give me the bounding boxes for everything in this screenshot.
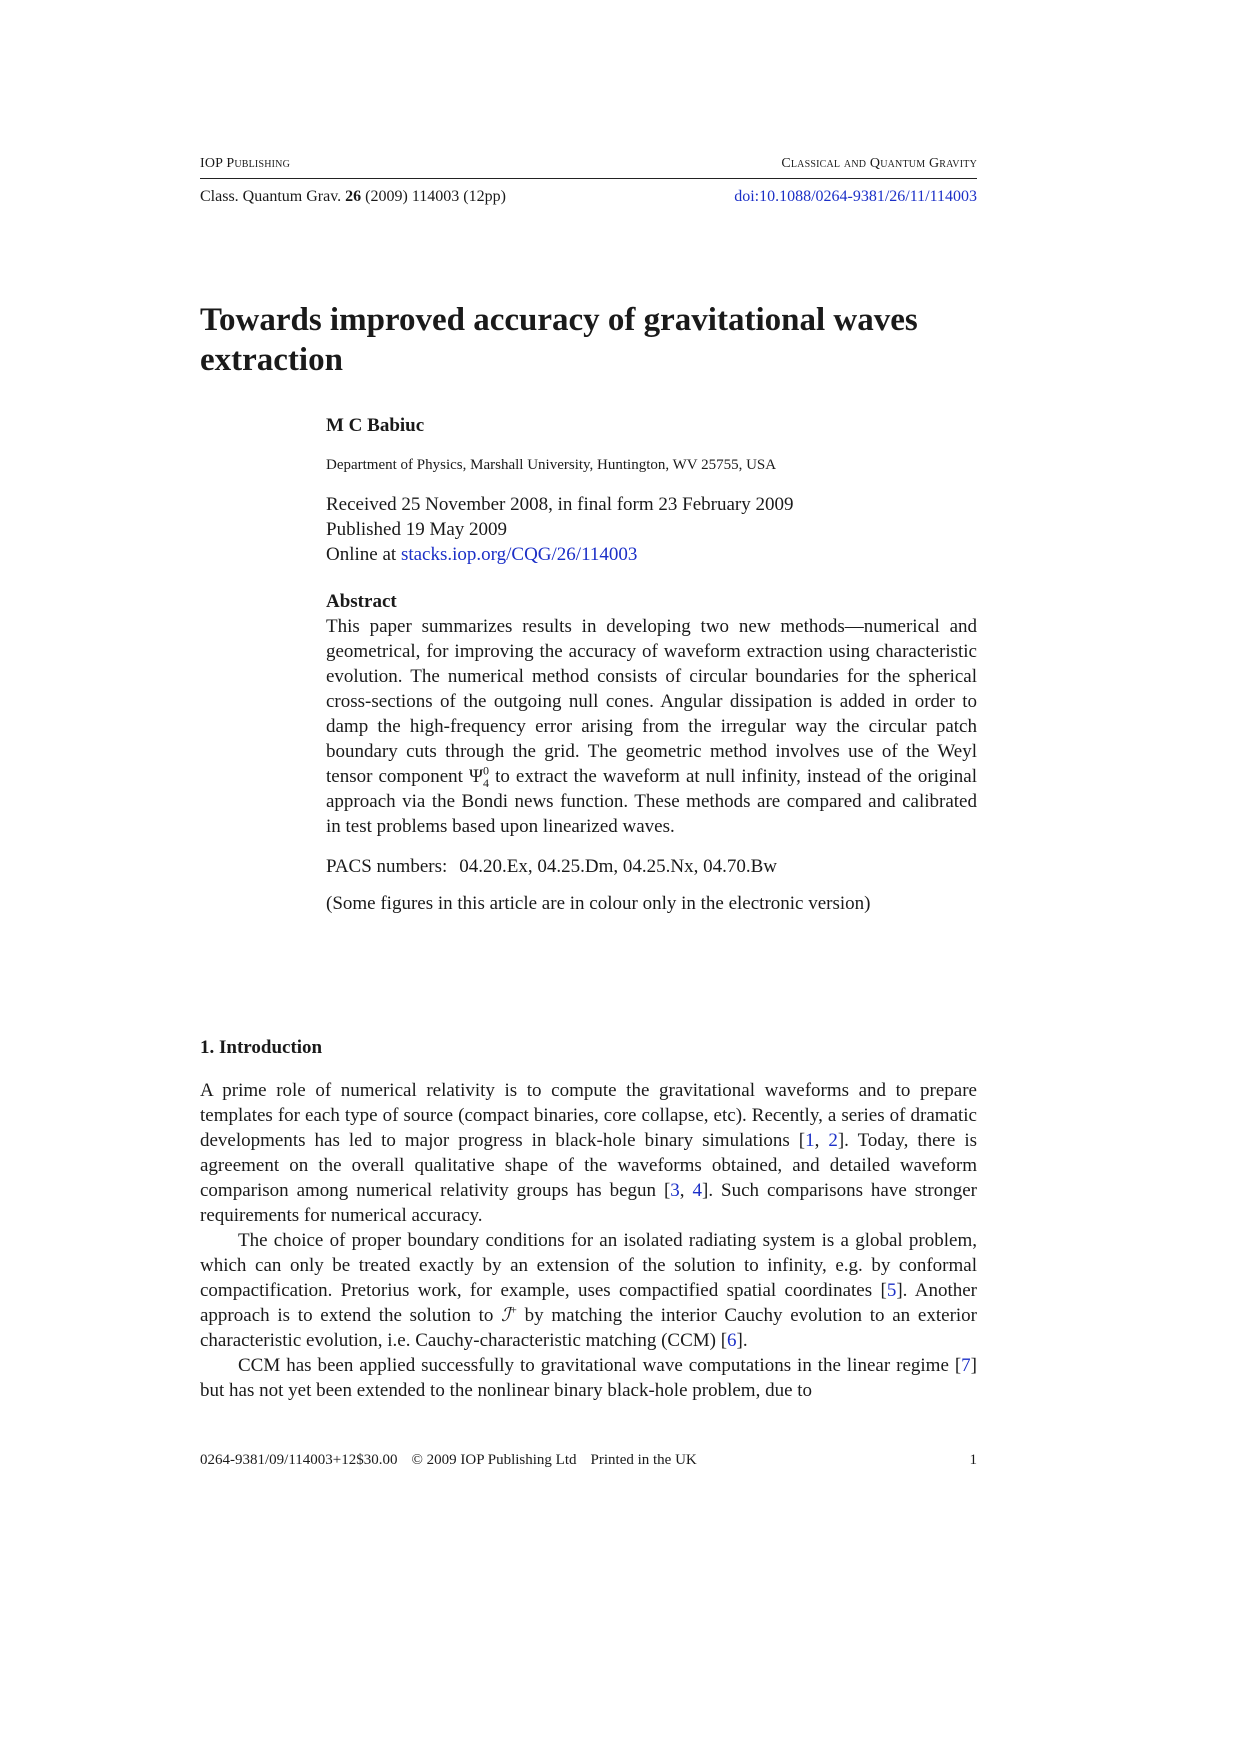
author-name: M C Babiuc — [326, 415, 425, 436]
online-line — [326, 542, 977, 567]
p1-text-c: ]. Such comparisons have stronger requirements for numerical accuracy. — [200, 1180, 978, 1226]
intro-paragraph-3 — [200, 1353, 977, 1403]
affiliation: Department of Physics, Marshall University, Huntington, WV 25755, USA — [326, 457, 777, 473]
psi-subscript: 4 — [483, 775, 490, 790]
scri-plus-symbol — [501, 1302, 517, 1326]
p3-text-b: ] but has not yet been extended to the nonlinear binary black-hole problem, due to — [200, 1355, 977, 1401]
journal-name: Classical and Quantum Gravity — [781, 156, 977, 171]
intro-paragraph-2 — [200, 1228, 977, 1353]
citation-details: (2009) 114003 (12pp) — [365, 188, 506, 205]
footer-printed: Printed in the UK — [590, 1452, 697, 1468]
section-heading: 1. Introduction — [200, 1037, 323, 1058]
footer-copyright: © 2009 IOP Publishing Ltd — [411, 1452, 577, 1468]
header-top-row — [200, 155, 977, 179]
colour-note: (Some figures in this article are in colour only in the electronic version) — [326, 893, 871, 914]
scri-superscript: + — [510, 1302, 517, 1317]
abstract-heading: Abstract — [326, 591, 397, 612]
p2-text-c: by matching the interior Cauchy evolution to an exterior characteristic evolution, i.e. Cauchy-characteristic matching (CCM) [ — [200, 1305, 978, 1351]
ref-6-link[interactable]: 6 — [727, 1330, 737, 1351]
header-citation-row — [200, 187, 977, 207]
weyl-psi-symbol — [469, 764, 489, 789]
p1-text-b: ]. Today, there is agreement on the overall qualitative shape of the waveforms obtained, and detailed waveform comparison among numerical relativity groups has begun [ — [200, 1130, 977, 1201]
footer-left — [200, 1450, 697, 1470]
p1-text-a: A prime role of numerical relativity is to compute the gravitational waveforms and to prepare templates for each type of source (compact binaries, core collapse, etc). Recently, a series of dramatic developments has led to major progress in black-hole binary simulations [ — [200, 1080, 977, 1151]
psi-superscript: 0 — [483, 763, 490, 778]
citation — [200, 187, 506, 207]
scri-letter: ℐ — [501, 1305, 511, 1326]
introduction-section — [200, 1035, 977, 1403]
doi-link[interactable]: doi:10.1088/0264-9381/26/11/114003 — [734, 188, 977, 205]
abstract-text — [326, 614, 977, 839]
publication-dates — [326, 492, 977, 567]
p2-text-a: The choice of proper boundary conditions for an isolated radiating system is a global problem, which can only be treated exactly by an extension of the solution to infinity, e.g. by conformal compactification. Pretorius work, for example, uses compactified spatial coordinates [ — [200, 1230, 977, 1301]
publisher-name: IOP Publishing — [200, 156, 291, 171]
running-header — [200, 155, 977, 207]
psi-letter: Ψ — [468, 766, 484, 787]
ref-5-link[interactable]: 5 — [886, 1280, 897, 1301]
online-link[interactable]: stacks.iop.org/CQG/26/114003 — [400, 544, 638, 565]
ref-1-link[interactable]: 1 — [805, 1130, 815, 1151]
p2-text-d: ]. — [736, 1330, 748, 1351]
paper-title: Towards improved accuracy of gravitational waves extraction — [200, 302, 918, 378]
intro-paragraph-1: A prime role of numerical relativity is to compute the gravitational waveforms and to prepare templates for each type of source (compact binaries, core collapse, etc). Recently, a series of dramatic developments has led to major progress in black-hole binary simulations [1, 2]. Today, there is agreement on the overall qualitative shape of the waveforms obtained, and detailed waveform comparison among numerical relativity groups has begun [3, 4]. Such comparisons have stronger requirements for numerical accuracy. — [200, 1080, 978, 1226]
pacs-values: 04.20.Ex, 04.25.Dm, 04.25.Nx, 04.70.Bw — [459, 856, 777, 877]
pacs-label: PACS numbers: — [326, 856, 448, 877]
citation-volume: 26 — [345, 188, 362, 205]
ref-4-link[interactable]: 4 — [692, 1180, 702, 1201]
pacs-numbers — [326, 854, 977, 879]
received-date: Received 25 November 2008, in final form 23 February 2009 — [326, 494, 794, 515]
p2-text-b: ]. Another approach is to extend the solution to — [200, 1280, 977, 1326]
page-footer — [200, 1450, 977, 1470]
page-number: 1 — [969, 1452, 977, 1468]
ref-3-link[interactable]: 3 — [670, 1180, 680, 1201]
front-matter — [326, 414, 977, 916]
online-prefix: Online at — [326, 544, 397, 565]
ref-7-link[interactable]: 7 — [961, 1355, 971, 1376]
ref-2-link[interactable]: 2 — [828, 1130, 838, 1151]
abstract-text-part1: This paper summarizes results in developing two new methods—numerical and geometrical, for improving the accuracy of waveform extraction using characteristic evolution. The numerical method consists of circular boundaries for the spherical cross-sections of the outgoing null cones. Angular dissipation is added in order to damp the high-frequency error arising from the irregular way the circular patch boundary cuts through the grid. The geometric method involves use of the Weyl tensor component — [326, 616, 977, 787]
published-date: Published 19 May 2009 — [326, 519, 508, 540]
footer-code: 0264-9381/09/114003+12$30.00 — [200, 1452, 398, 1468]
citation-journal: Class. Quantum Grav. — [200, 188, 342, 205]
abstract-text-part2: to extract the waveform at null infinity, instead of the original approach via the Bondi news function. These methods are compared and calibrated in test problems based upon linearized waves. — [326, 766, 978, 837]
p3-text-a: CCM has been applied successfully to gravitational wave computations in the linear regime [ — [238, 1355, 962, 1376]
